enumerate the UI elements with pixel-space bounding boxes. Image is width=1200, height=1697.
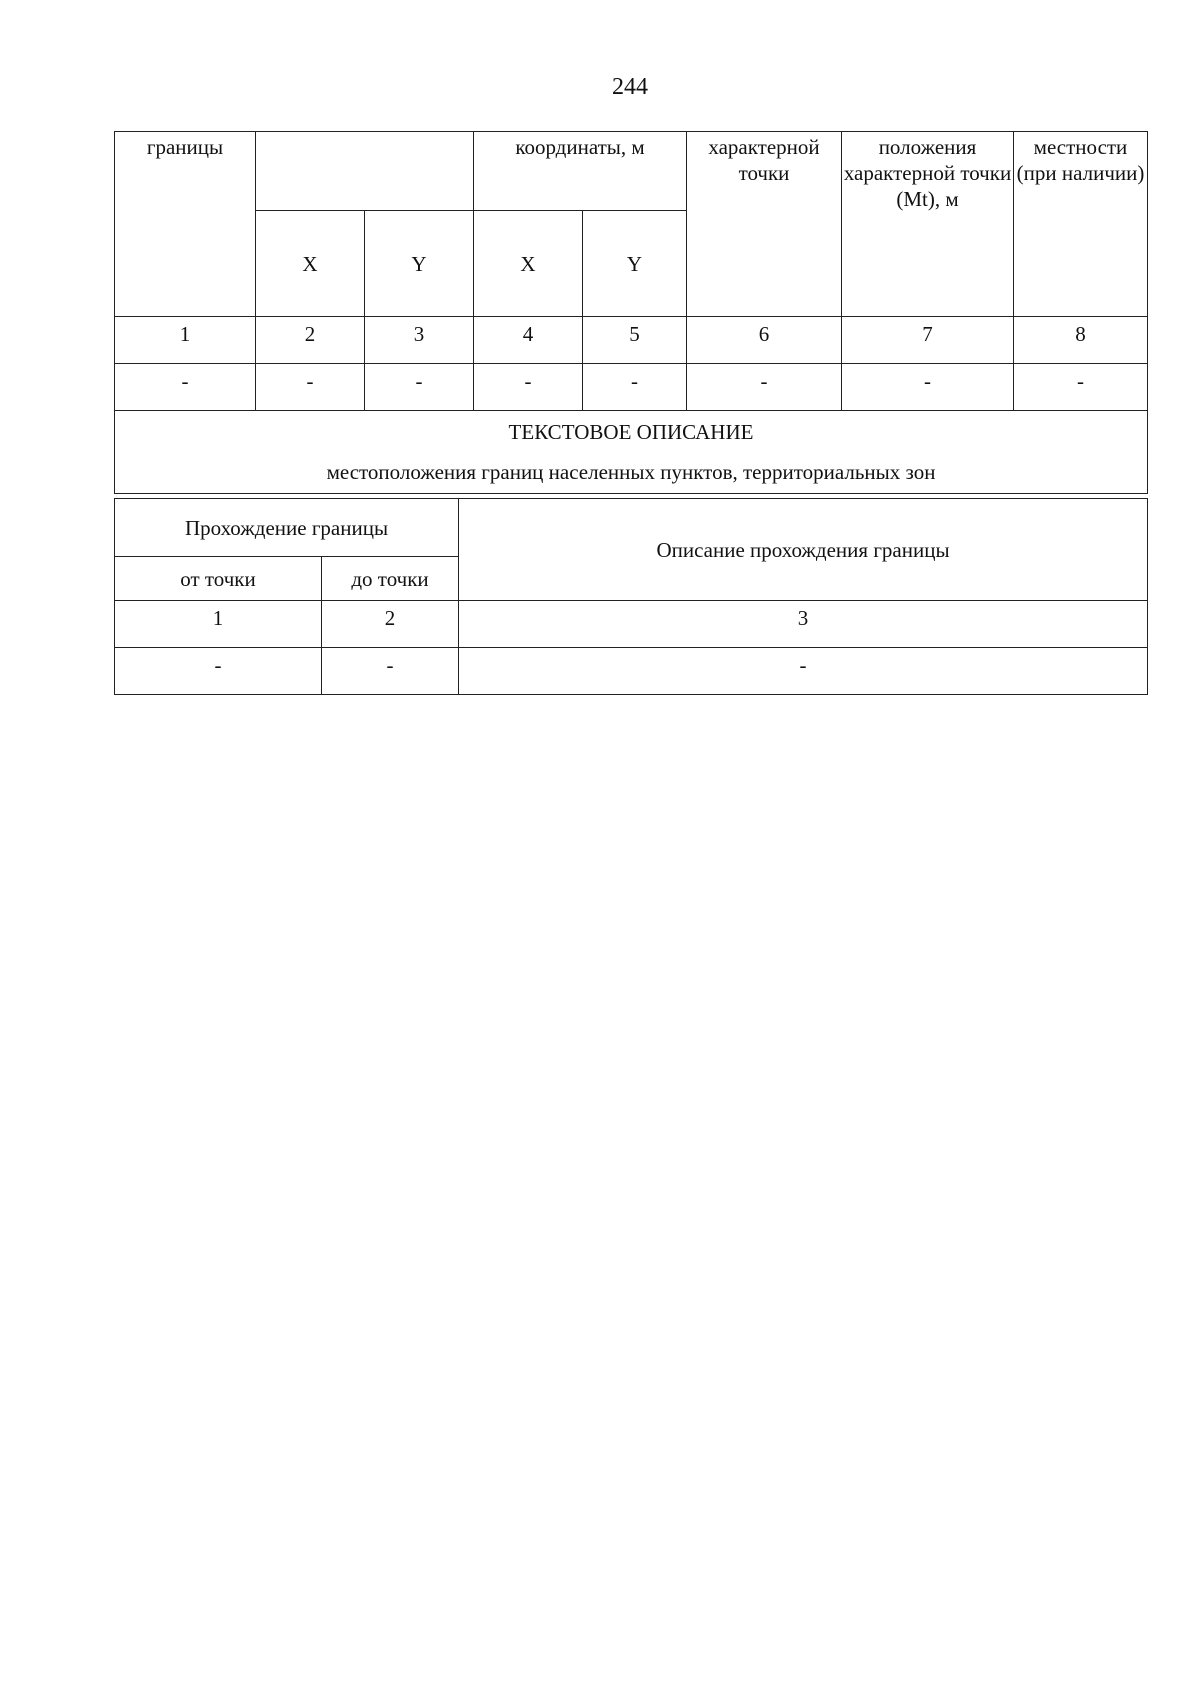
table-cell: - — [115, 364, 256, 411]
table-cell: - — [1014, 364, 1148, 411]
column-number: 7 — [842, 317, 1014, 364]
column-number: 5 — [583, 317, 687, 364]
text-description-subtitle: местоположения границ населенных пунктов, территориальных зон — [326, 460, 936, 484]
column-number: 2 — [256, 317, 365, 364]
column-numbers-row — [115, 601, 1148, 648]
header-coordinates: координаты, м — [474, 132, 687, 211]
header-from-point: от точки — [115, 557, 322, 601]
boundary-description-table — [114, 498, 1148, 695]
table-cell: - — [322, 648, 459, 695]
table-row — [115, 364, 1148, 411]
column-number: 6 — [687, 317, 842, 364]
table-cell: - — [474, 364, 583, 411]
table-cell: - — [115, 648, 322, 695]
page-number: 244 — [612, 74, 648, 100]
header-y-2: Y — [583, 211, 687, 317]
column-number: 4 — [474, 317, 583, 364]
table-cell: - — [842, 364, 1014, 411]
coordinates-table — [114, 131, 1148, 494]
table-cell: - — [687, 364, 842, 411]
header-x-2: X — [474, 211, 583, 317]
column-number: 3 — [365, 317, 474, 364]
table-cell: - — [583, 364, 687, 411]
column-number: 8 — [1014, 317, 1148, 364]
column-number: 3 — [459, 601, 1148, 648]
table-cell: - — [365, 364, 474, 411]
header-empty-group — [256, 132, 474, 211]
column-number: 2 — [322, 601, 459, 648]
header-boundary: границы — [115, 132, 256, 317]
column-number: 1 — [115, 317, 256, 364]
header-y-1: Y — [365, 211, 474, 317]
table-cell: - — [256, 364, 365, 411]
header-boundary-passage: Прохождение границы — [115, 499, 459, 557]
header-characteristic-point: характерной точки — [687, 132, 842, 317]
column-number: 1 — [115, 601, 322, 648]
table-cell: - — [459, 648, 1148, 695]
table-row — [115, 648, 1148, 695]
header-terrain: местности (при наличии) — [1014, 132, 1148, 317]
header-to-point: до точки — [322, 557, 459, 601]
text-description-heading — [115, 411, 1148, 494]
header-x-1: X — [256, 211, 365, 317]
header-position-accuracy: положения характерной точки (Mt), м — [842, 132, 1014, 317]
text-description-title: ТЕКСТОВОЕ ОПИСАНИЕ — [508, 420, 754, 444]
header-passage-description: Описание прохождения границы — [459, 499, 1148, 601]
column-numbers-row — [115, 317, 1148, 364]
